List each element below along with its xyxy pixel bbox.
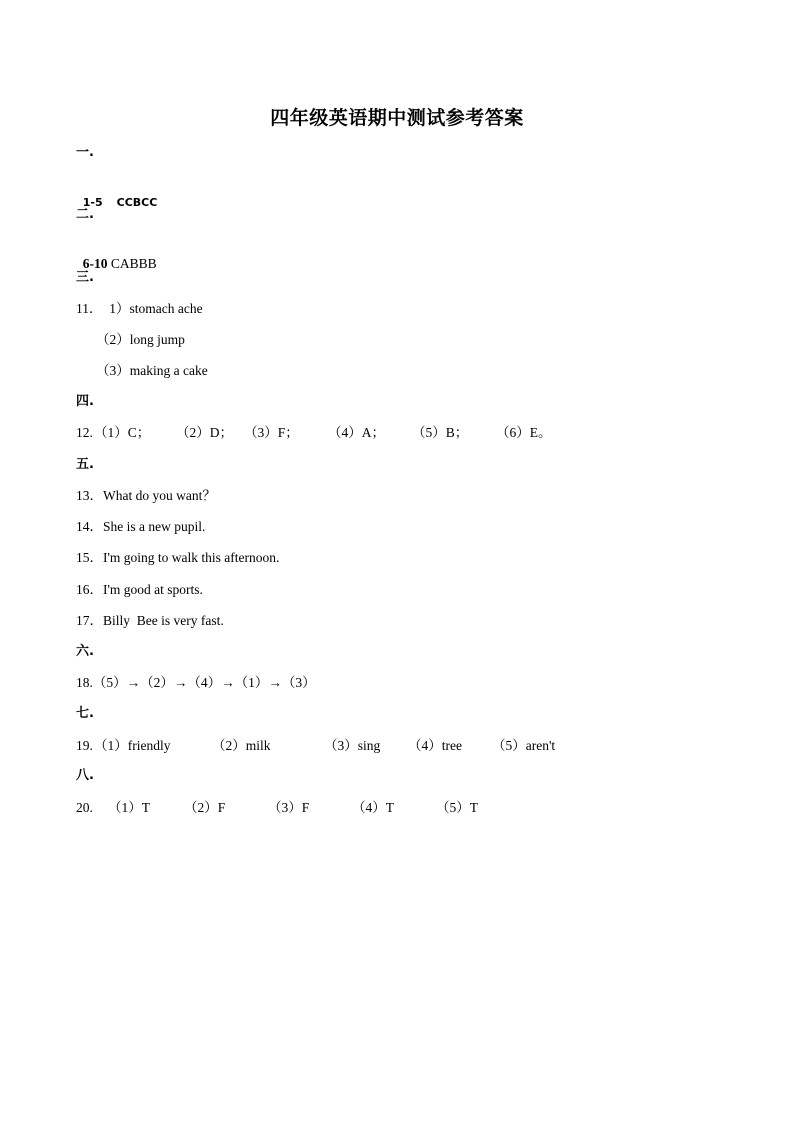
answer-item: （4）A；: [328, 425, 385, 440]
question-number: 19.: [76, 738, 93, 753]
answer-item: （3）F: [268, 800, 310, 815]
answer-line-20: [76, 799, 478, 925]
question-range: 6-10: [82, 256, 108, 271]
question-number: 12.: [76, 425, 93, 440]
answer-item: （2）milk: [212, 738, 271, 753]
answer-item: （4）tree: [408, 738, 462, 753]
section-heading-6: 六.: [76, 644, 94, 659]
question-number: 20.: [76, 800, 93, 815]
question-range: 1-5: [82, 196, 103, 209]
answer-line-13: 13．What do you want？: [76, 488, 216, 503]
answer-value: CABBB: [107, 256, 157, 271]
answer-item: （6）E。: [496, 425, 552, 440]
answer-line-15: 15．I'm going to walk this afternoon.: [76, 550, 280, 565]
answer-item: （2）D；: [176, 425, 233, 440]
answer-line-11: 11． 1）stomach ache: [76, 301, 203, 316]
answer-line-14: 14．She is a new pupil.: [76, 519, 206, 534]
section-heading-1: 一.: [76, 145, 94, 160]
answer-item: （1）friendly: [94, 738, 171, 753]
answer-line-16: 16．I'm good at sports.: [76, 582, 203, 597]
section-heading-5: 五.: [76, 457, 94, 472]
answer-item: （1）T: [108, 800, 150, 815]
answer-line-18: 18.（5）→（2）→（4）→（1）→（3）: [76, 675, 316, 690]
answer-line-11-2: （2）long jump: [96, 332, 185, 347]
section-heading-8: 八.: [76, 768, 94, 783]
answer-item: （3）sing: [324, 738, 381, 753]
answer-item: （2）F: [184, 800, 226, 815]
section-heading-4: 四.: [76, 394, 94, 409]
answer-item: （5）T: [436, 800, 478, 815]
answer-line-6-10: [76, 237, 157, 273]
answer-item: （3）F；: [244, 425, 299, 440]
section-heading-2: 二.: [76, 207, 94, 222]
answer-value: CCBCC: [116, 196, 158, 209]
section-heading-3: 三.: [76, 270, 94, 285]
answer-item: （4）T: [352, 800, 394, 815]
answer-item: （5）aren't: [492, 738, 556, 753]
answer-item: （5）B；: [412, 425, 469, 440]
answer-line-11-3: （3）making a cake: [96, 363, 208, 378]
answer-item: （1）C；: [94, 425, 151, 440]
answer-line-17: 17．Billy Bee is very fast.: [76, 613, 224, 628]
section-heading-7: 七.: [76, 706, 94, 721]
page-title: 四年级英语期中测试参考答案: [270, 107, 524, 129]
